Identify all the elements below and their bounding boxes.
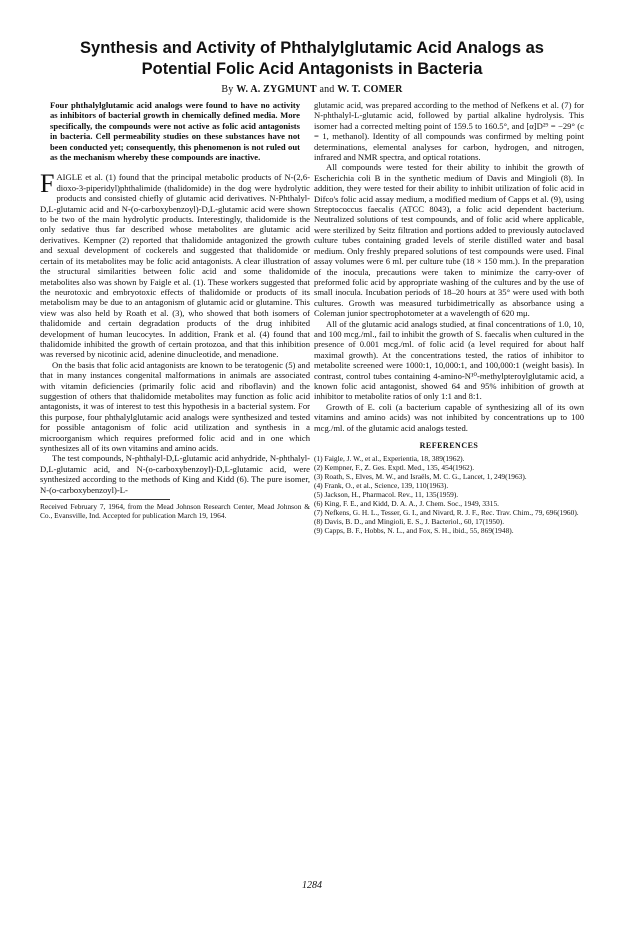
footnote: Received February 7, 1964, from the Mead Johnson Research Center, Mead Johnson & Co., Evansville, Ind. Accepted for publication March 19, 1964. [40, 502, 310, 521]
reference-item: (7) Nefkens, G. H. L., Tesser, G. I., and Nivard, R. J. F., Rec. Trav. Chim., 79, 696(1960). [314, 507, 579, 517]
intro-text: AIGLE et al. (1) found that the principal metabolic products of N-(2,6-dioxo-3-piperidyl)phthalimide (thalidomide) in the dog were hydrolytic products and consisted chiefly of glutamic acid derivatives. N-Phthalyl-D,L-glutamic acid and N-(o-carboxybenzoyl)-D,L-glutamic acid were shown to be two of the main hydrolytic products. Interestingly, thalidomide is the only sedative thus far described whose metabolites are glutamic acid derivatives. Kempner (2) reported that thalidomide antagonized the growth and sexual development of cockerels and suggested that thalidomide or certain of its metabolites may be folic acid antagonists. A clear illustration of the structural similarities between folic acid and some thalidomide metabolites also was shown by Faigle et al. (1). These workers suggested that the neurotoxic and embryotoxic effects of thalidomide or products of its metabolism may be due to an antagonism of glutamic acid or glutamine. This view was also held by Roath et al. (3), who showed that both isomers of thalidomide and certain degradation products of the drug inhibited development of human leucocytes. In addition, Frank et al. (4) found that thalidomide inhibited the growth of certain protozoa, and that this inhibition was reversed by nicotinic acid, adenine dinucleotide, and menadione. [40, 172, 310, 360]
authors-line [40, 84, 584, 95]
abstract: Four phthalylglutamic acid analogs were found to have no activity as inhibitors of bacterial growth in chemically defined media. More specifically, the compounds were not active as folic acid antagonists in bacteria. Cell permeability studies on these substances have not been conducted yet; consequently, this phenomenon is not ruled out as the mechanism whereby these compounds are inactive. [50, 100, 300, 163]
article-title [40, 38, 584, 80]
hypothesis-paragraph: On the basis that folic acid antagonists are known to be teratogenic (5) and that in many instances congenital malformations in animals are associated with vitamin deficiencies (primarily folic acid and riboflavin) and the suggestion of others that thalidomide metabolites may function as folic acid antagonists, it was of interest to test this hypothesis in a bacterial system. For this purpose, four phthalylglutamic acid analogs were synthesized and tested for possible antagonism of folic acid utilization and synthesis in a microorganism which requires preformed folic acid and in one which synthesizes all of its own vitamins and amino acids. [40, 359, 310, 453]
author-1: W. A. ZYGMUNT [236, 84, 317, 95]
reference-item: (3) Roath, S., Elves, M. W., and Israëls, M. C. G., Lancet, 1, 249(1963). [314, 472, 527, 482]
references-heading: REFERENCES [419, 441, 479, 450]
right-column [314, 100, 584, 536]
page-number: 1284 [302, 880, 322, 891]
footnote-rule [40, 499, 170, 500]
methods-paragraph: All compounds were tested for their ability to inhibit the growth of Escherichia coli B in the synthetic medium of Davis and Mingioli (8). In addition, they were tested for their ability to inhibit utilization of folic acid in Difco's folic acid assay medium, a modified medium of Capps et al. (9), using Streptococcus faecalis (ATCC 8043), a folic acid dependent bacterium. Neutralized solutions of test compounds, and of folic acid where applicable, were sterilized by Seitz filtration and portions added to previously autoclaved culture tubes containing graded levels of sterile distilled water and basal medium. Only freshly prepared solutions of test compounds were used. Final assay volumes were 6 ml. per culture tube (18 × 150 mm.). In the preparation of the inocula, precautions were taken to minimize the carry-over of preformed folic acid by appropriate washing of the cultures and by the use of small inocula. Incubation periods of 18–20 hours at 35° were used with both cultures. Growth was measured turbidimetrically as absorbance using a Coleman junior spectrophotometer at a wavelength of 620 mμ. [314, 162, 584, 319]
ecoli-paragraph: Growth of E. coli (a bacterium capable of synthesizing all of its own vitamins and amino acids) was not inhibited by concentrations up to 100 mcg./ml. of the glutamic acid analogs tested. [314, 401, 584, 433]
intro-paragraph [40, 169, 310, 360]
authors-and: and [319, 84, 335, 95]
title-line-2: Potential Folic Acid Antagonists in Bacteria [141, 60, 483, 78]
reference-item: (5) Jackson, H., Pharmacol. Rev., 11, 135(1959). [314, 490, 459, 500]
compounds-paragraph: The test compounds, N-phthalyl-D,L-glutamic acid anhydride, N-phthalyl-D,L-glutamic acid, and N-(o-carboxybenzoyl)-D,L-glutamic acid, were synthesized according to the methods of King and Kidd (6). The pure isomer, N-(o-carboxybenzoyl)-L- [40, 453, 310, 495]
reference-item: (6) King, F. E., and Kidd, D. A. A., J. Chem. Soc., 1949, 3315. [314, 498, 499, 508]
drop-cap: F [40, 169, 55, 199]
reference-item: (2) Kempner, F., Z. Ges. Exptl. Med., 135, 454(1962). [314, 463, 475, 473]
reference-item: (8) Davis, B. D., and Mingioli, E. S., J. Bacteriol., 60, 17(1950). [314, 516, 505, 526]
author-2: W. T. COMER [337, 84, 403, 95]
results-paragraph: All of the glutamic acid analogs studied, at final concentrations of 1.0, 10, and 100 mcg./ml., fail to inhibit the growth of S. faecalis when cultured in the presence of 0.001 mcg./ml. of folic acid (a level required for about half maximal growth). At the concentrations tested, the ratios of inhibitor to metabolite screened were 1000:1, 10,000:1, and 100,000:1 (weight basis). In contrast, control tubes containing 4-amino-N¹⁰-methylpteroylglutamic acid, a known folic acid antagonist, showed 64 and 95% inhibition of growth at inhibitor to metabolite ratios of only 1:1 and 8:1. [314, 318, 584, 402]
reference-item: (1) Faigle, J. W., et al., Experientia, 18, 389(1962). [314, 454, 465, 464]
left-column [40, 100, 310, 520]
reference-item: (4) Frank, O., et al., Science, 139, 110(1963). [314, 481, 449, 491]
synthesis-paragraph: glutamic acid, was prepared according to the method of Nefkens et al. (7) for N-phthalyl-L-glutamic acid, followed by partial alkaline hydrolysis. This isomer had a corrected melting point of 159.5 to 160.5°, and [α]D²⁹ = −29° (c = 1, methanol). Identity of all compounds was confirmed by melting point determinations, elemental analyses for carbon, hydrogen, and nitrogen, infrared and NMR spectra, and optical rotations. [314, 100, 584, 163]
references-list [314, 455, 584, 535]
title-line-1: Synthesis and Activity of Phthalylglutamic Acid Analogs as [80, 39, 544, 57]
authors-prefix: By [221, 84, 234, 95]
reference-item: (9) Capps, B. F., Hobbs, N. L., and Fox, S. H., ibid., 55, 869(1948). [314, 525, 514, 535]
